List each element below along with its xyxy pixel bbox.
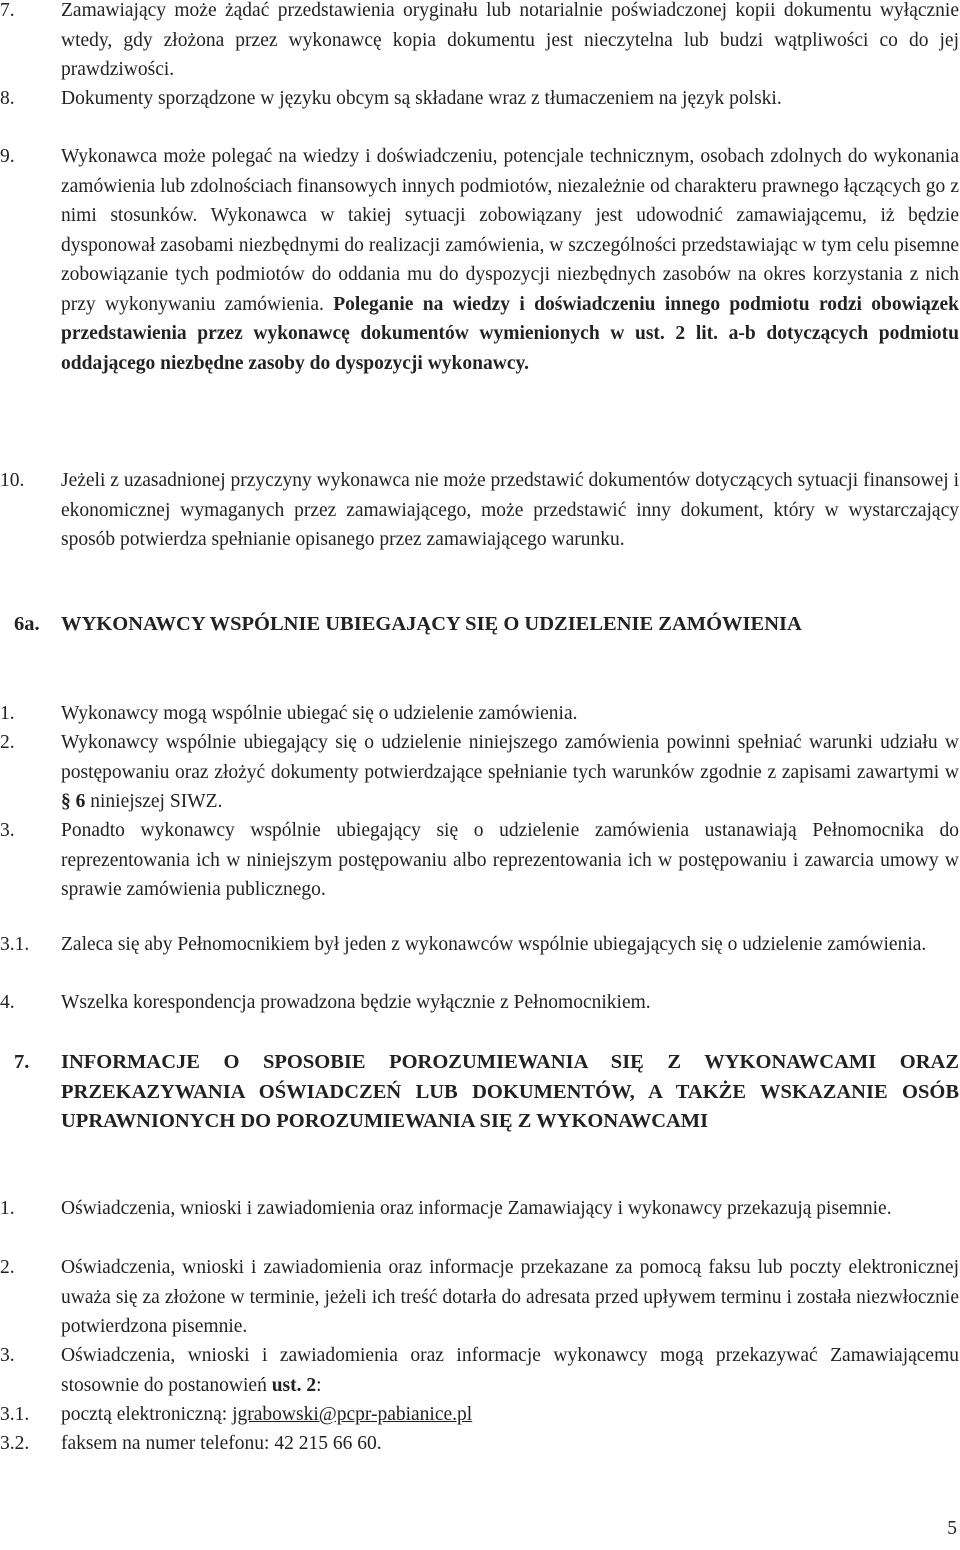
list-number: 2. bbox=[0, 732, 15, 753]
list-text: Wszelka korespondencja prowadzona będzie wyłącznie z Pełnomocnikiem. bbox=[61, 992, 651, 1013]
list-number: 9. bbox=[0, 146, 15, 167]
bold-reference: ust. 2 bbox=[271, 1374, 317, 1396]
list-number: 7. bbox=[0, 0, 15, 21]
section-number: 6a. bbox=[14, 613, 40, 635]
list-text bbox=[61, 1341, 959, 1400]
list-text: Ponadto wykonawcy wspólnie ubiegający się o udzielenie zamówienia ustanawiają Pełnomocnika do reprezentowania ich w niniejszym postępowaniu albo reprezentowania ich w postępowaniu i zawarcia umowy w sprawie zamówienia publicznego. bbox=[61, 820, 959, 900]
list-number: 3.2. bbox=[0, 1433, 30, 1454]
list-number: 10. bbox=[0, 470, 25, 491]
paragraph-text: pocztą elektroniczną: bbox=[61, 1404, 228, 1425]
list-text bbox=[61, 142, 959, 378]
list-number: 2. bbox=[0, 1257, 15, 1278]
list-number: 3.1. bbox=[0, 1404, 30, 1425]
paragraph-text: Wykonawcy wspólnie ubiegający się o udzielenie niniejszego zamówienia powinni spełniać warunki udziału w postępowaniu oraz złożyć dokumenty potwierdzające spełnianie tych warunków zgodnie z zapisami zawartymi w bbox=[61, 732, 959, 783]
paragraph-text: Oświadczenia, wnioski i zawiadomienia oraz informacje wykonawcy mogą przekazywać Zamawiającemu stosownie do postanowień bbox=[61, 1345, 959, 1396]
list-number: 3. bbox=[0, 820, 15, 841]
list-text: Oświadczenia, wnioski i zawiadomienia oraz informacje Zamawiający i wykonawcy przekazują pisemnie. bbox=[61, 1198, 892, 1219]
list-text: faksem na numer telefonu: 42 215 66 60. bbox=[61, 1433, 382, 1454]
page-number: 5 bbox=[947, 1518, 957, 1539]
list-text bbox=[61, 728, 959, 817]
paragraph-text: : bbox=[316, 1374, 322, 1396]
paragraph-text: niniejszej SIWZ. bbox=[90, 791, 223, 812]
list-text: Zaleca się aby Pełnomocnikiem był jeden z wykonawców wspólnie ubiegających się o udzielenie zamówienia. bbox=[61, 934, 927, 955]
list-text: Wykonawcy mogą wspólnie ubiegać się o udzielenie zamówienia. bbox=[61, 703, 578, 724]
list-number: 4. bbox=[0, 992, 15, 1013]
section-reference: § 6 bbox=[61, 791, 86, 812]
bold-notice: Poleganie na wiedzy i doświadczeniu innego podmiotu rodzi obowiązek przedstawienia przez wykonawcę dokumentów wymienionych w ust. 2 lit. a-b dotyczących podmiotu oddającego niezbędne zasoby do dyspozycji wykonawcy. bbox=[61, 293, 959, 374]
list-text bbox=[61, 1400, 959, 1430]
list-number: 1. bbox=[0, 1198, 15, 1219]
paragraph-text: Wykonawca może polegać na wiedzy i doświadczeniu, potencjale technicznym, osobach zdolnych do wykonania zamówienia lub zdolnościach finansowych innych podmiotów, niezależnie od charakteru prawnego łączących go z nimi stosunków. Wykonawca w takiej sytuacji zobowiązany jest udowodnić zamawiającemu, iż będzie dysponował zasobami niezbędnymi do realizacji zamówienia, w szczególności przedstawiając w tym celu pisemne zobowiązanie tych podmiotów do oddania mu do dyspozycji niezbędnych zasobów na okres korzystania z nich przy wykonywaniu zamówienia. bbox=[61, 146, 959, 315]
section-number: 7. bbox=[14, 1051, 30, 1073]
list-text: Dokumenty sporządzone w języku obcym są składane wraz z tłumaczeniem na język polski. bbox=[61, 88, 782, 109]
list-number: 3.1. bbox=[0, 934, 30, 955]
section-title: INFORMACJE O SPOSOBIE POROZUMIEWANIA SIĘ Z WYKONAWCAMI ORAZ PRZEKAZYWANIA OŚWIADCZEŃ LUB DOKUMENTÓW, A TAKŻE WSKAZANIE OSÓB UPRAWNIONYCH DO POROZUMIEWANIA SIĘ Z WYKONAWCAMI bbox=[61, 1051, 959, 1132]
list-number: 3. bbox=[0, 1345, 15, 1366]
list-number: 1. bbox=[0, 703, 15, 724]
list-text: Zamawiający może żądać przedstawienia oryginału lub notarialnie poświadczonej kopii dokumentu wyłącznie wtedy, gdy złożona przez wykonawcę kopia dokumentu jest nieczytelna lub budzi wątpliwości co do jej prawdziwości. bbox=[61, 0, 959, 80]
list-text: Oświadczenia, wnioski i zawiadomienia oraz informacje przekazane za pomocą faksu lub poczty elektronicznej uważa się za złożone w terminie, jeżeli ich treść dotarła do adresata przed upływem terminu i została niezwłocznie potwierdzona pisemnie. bbox=[61, 1257, 959, 1337]
list-number: 8. bbox=[0, 88, 15, 109]
section-title: WYKONAWCY WSPÓLNIE UBIEGAJĄCY SIĘ O UDZIELENIE ZAMÓWIENIA bbox=[61, 613, 802, 635]
list-text: Jeżeli z uzasadnionej przyczyny wykonawca nie może przedstawić dokumentów dotyczących sytuacji finansowej i ekonomicznej wymaganych przez zamawiającego, może przedstawić inny dokument, który w wystarczający sposób potwierdza spełnianie opisanego przez zamawiającego warunku. bbox=[61, 470, 959, 550]
email-link[interactable]: jgrabowski@pcpr-pabianice.pl bbox=[232, 1404, 473, 1425]
